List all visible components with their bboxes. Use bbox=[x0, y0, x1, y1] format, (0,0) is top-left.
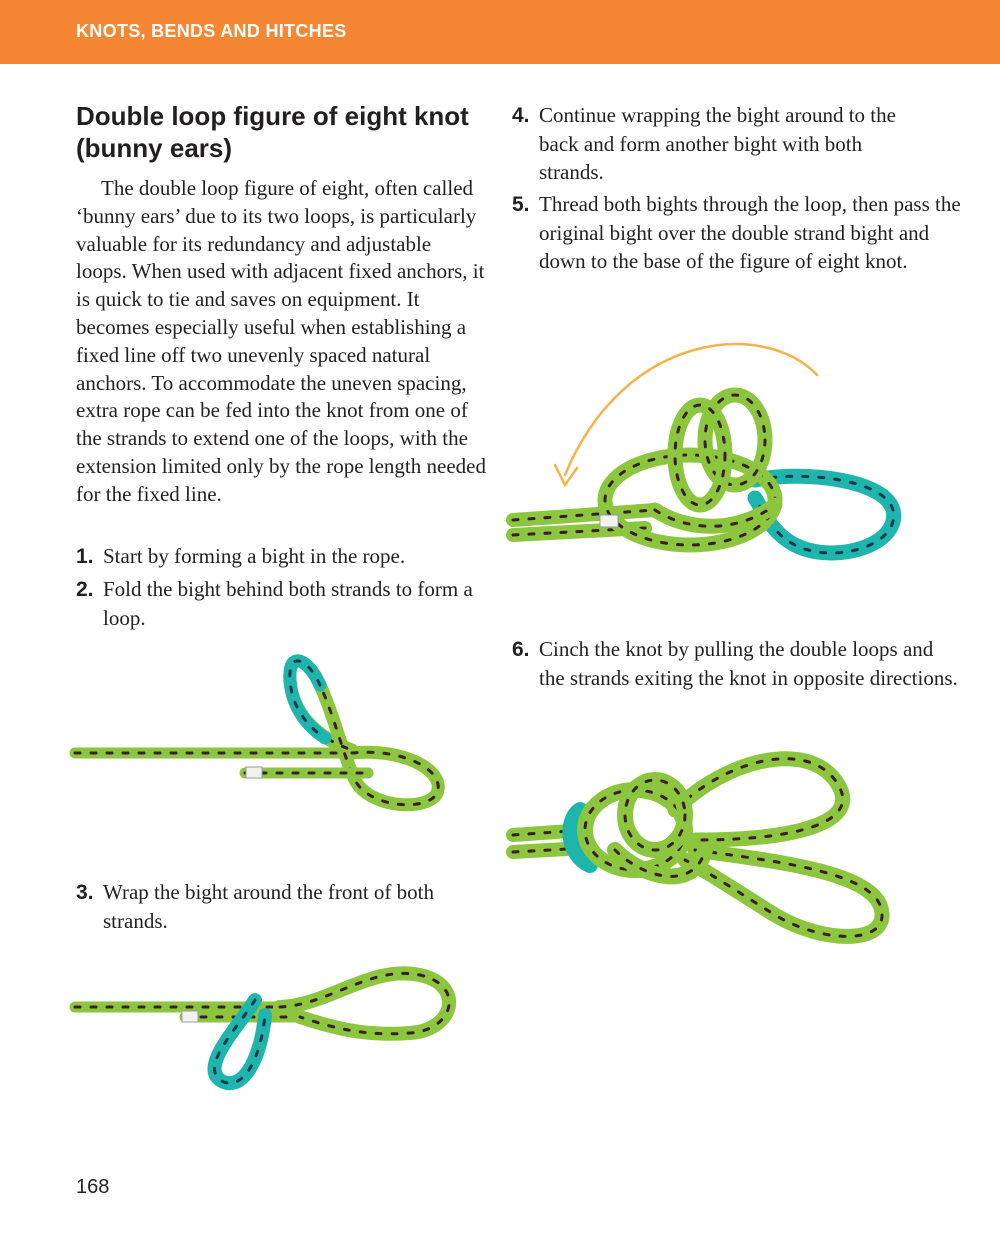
step-4 bbox=[512, 101, 929, 186]
rope-wrap-image bbox=[70, 955, 460, 1095]
step-number: 2. bbox=[76, 578, 94, 601]
step-text: Thread both bights through the loop, then pass the original bight over the double strand bight and down to the base of the figure of eight knot. bbox=[539, 192, 961, 273]
section-title: Double loop figure of eight knot (bunny ears) bbox=[76, 101, 469, 163]
step-number: 5. bbox=[512, 193, 530, 216]
step-3 bbox=[76, 878, 463, 935]
step-number: 3. bbox=[76, 881, 94, 904]
header-bar bbox=[0, 0, 1000, 64]
step-number: 4. bbox=[512, 104, 530, 127]
running-head: KNOTS, BENDS AND HITCHES bbox=[76, 21, 347, 41]
step-text: Cinch the knot by pulling the double loops and the strands exiting the knot in opposite directions. bbox=[539, 637, 958, 690]
step-6 bbox=[512, 635, 959, 692]
step-number: 1. bbox=[76, 545, 94, 568]
step-text: Continue wrapping the bight around to the back and form another bight with both strands. bbox=[539, 103, 896, 184]
rope-thread-image bbox=[505, 330, 925, 580]
page-number: 168 bbox=[76, 1176, 110, 1198]
step-number: 6. bbox=[512, 638, 530, 661]
step-5 bbox=[512, 190, 964, 275]
step-text: Fold the bight behind both strands to form a loop. bbox=[103, 577, 473, 630]
step-text: Start by forming a bight in the rope. bbox=[103, 544, 406, 568]
step-1 bbox=[76, 542, 513, 571]
step-2 bbox=[76, 575, 483, 632]
rope-loop-image bbox=[70, 640, 460, 820]
step-text: Wrap the bight around the front of both strands. bbox=[103, 880, 434, 933]
finished-knot-image bbox=[505, 740, 925, 950]
intro-paragraph: The double loop figure of eight, often called ‘bunny ears’ due to its two loops, is particularly valuable for its redundancy and adjustable loops. When used with adjacent fixed anchors, it is quick to tie and saves on equipment. It becomes especially useful when establishing a fixed line off two unevenly spaced natural anchors. To accommodate the uneven spacing, extra rope can be fed into the knot from one of the strands to extend one of the loops, with the extension limited only by the rope length needed for the fixed line. bbox=[76, 176, 486, 506]
